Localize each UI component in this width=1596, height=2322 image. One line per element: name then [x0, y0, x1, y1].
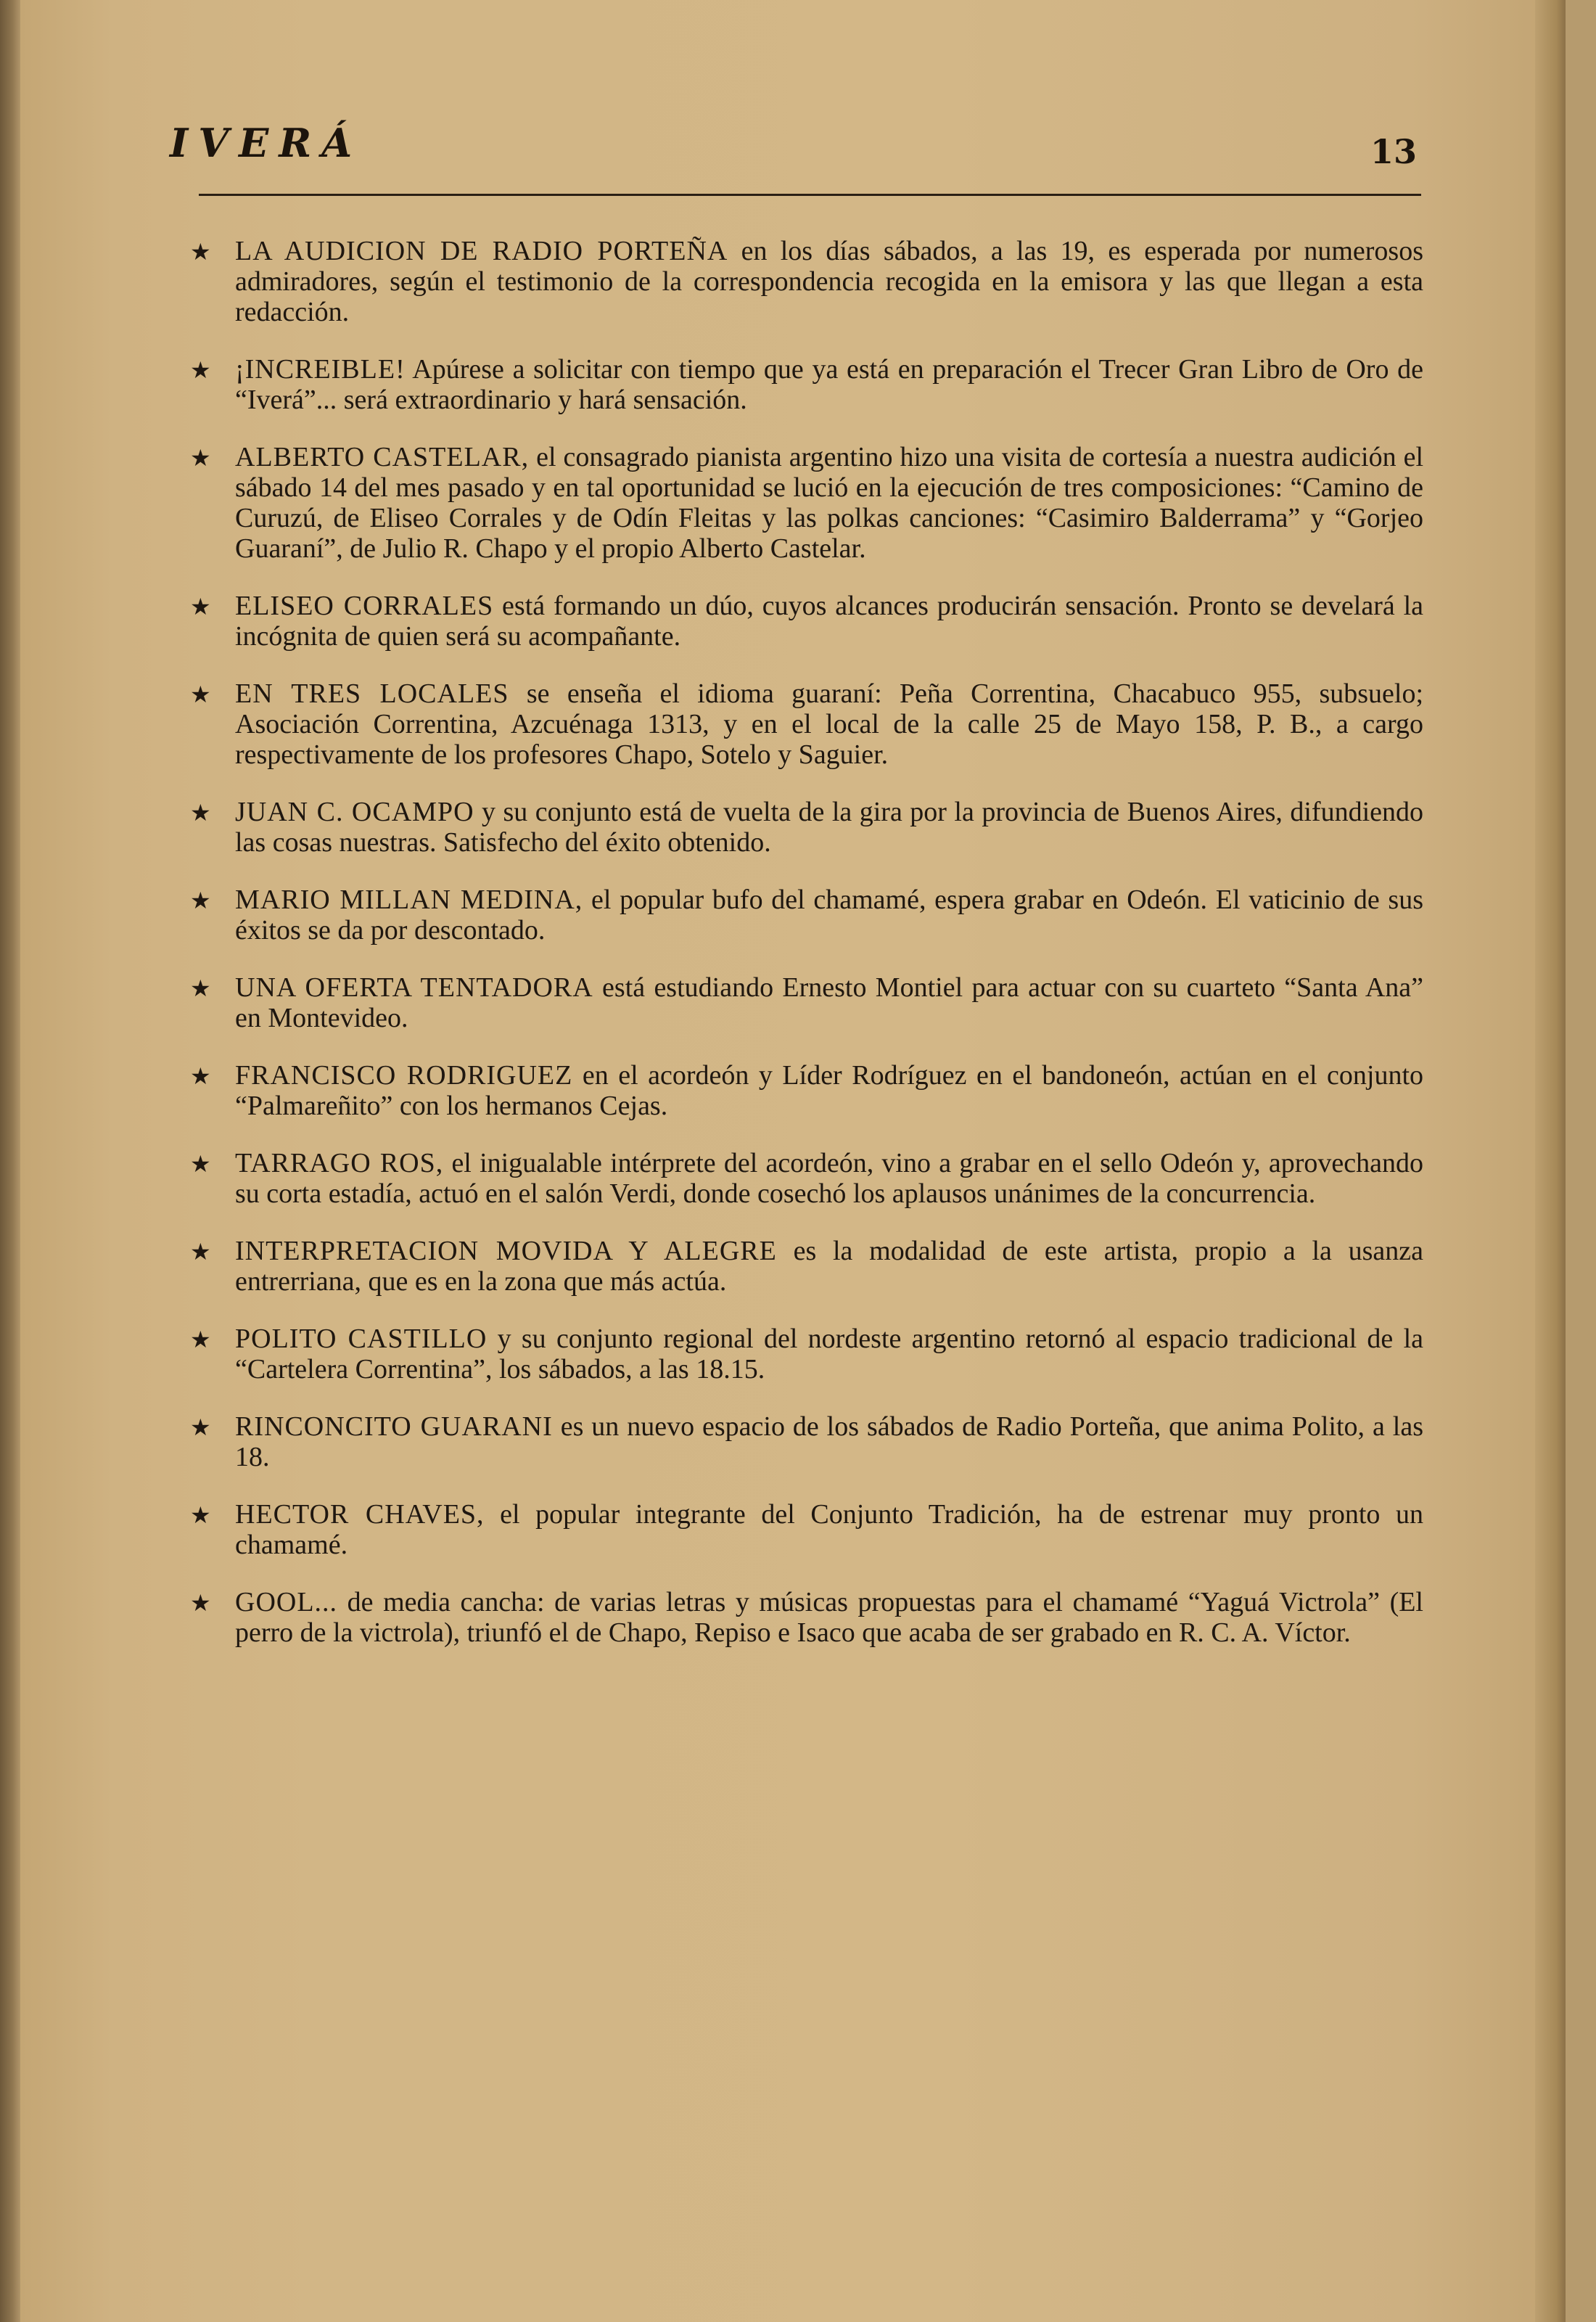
news-item-lead: HECTOR CHAVES,: [235, 1499, 485, 1530]
news-item-text: el consagrado pianista argentino hizo una visita de cortesía a nuestra audición el sábado 14 del mes pasado y en tal oportunidad se lució en la ejecución de tres composiciones: “Camino de Curuzú, de Eliseo Corrales y de Odín Fleitas y las polkas canciones: “Casimiro Balderrama” y “Gorjeo Guaraní”, de Julio R. Chapo y el propio Alberto Castelar.: [235, 442, 1424, 564]
news-item-lead: ¡INCREIBLE!: [235, 354, 406, 385]
news-item: [190, 236, 1423, 327]
news-item-text: se enseña el idioma guaraní: Peña Correntina, Chacabuco 955, subsuelo; Asociación Correntina, Azcuénaga 1313, y en el local de la calle 25 de Mayo 158, P. B., a cargo respectivamente de los profesores Chapo, Sotelo y Saguier.: [235, 678, 1424, 770]
news-item-text: es un nuevo espacio de los sábados de Radio Porteña, que anima Polito, a las 18.: [235, 1411, 1423, 1472]
news-items-list: [190, 236, 1423, 1675]
news-item-text: es la modalidad de este artista, propio a la usanza entrerriana, que es en la zona que más actúa.: [235, 1236, 1424, 1297]
news-item: [190, 591, 1423, 652]
news-item-text: en el acordeón y Líder Rodríguez en el bandoneón, actúan en el conjunto “Palmareñito” con los hermanos Cejas.: [235, 1060, 1424, 1121]
masthead-title: IVERÁ: [170, 120, 363, 166]
news-item: [190, 1148, 1423, 1209]
news-item-lead: JUAN C. OCAMPO: [235, 797, 474, 827]
star-bullet-icon: ★: [190, 239, 211, 265]
news-item: [190, 354, 1423, 415]
news-item: [190, 442, 1423, 564]
news-item-text: el popular integrante del Conjunto Tradición, ha de estrenar muy pronto un chamamé.: [235, 1499, 1424, 1560]
news-item: [190, 1411, 1423, 1472]
star-bullet-icon: ★: [190, 445, 211, 471]
star-bullet-icon: ★: [190, 1063, 211, 1089]
star-bullet-icon: ★: [190, 681, 211, 707]
news-item-lead: MARIO MILLAN MEDINA,: [235, 885, 583, 915]
news-item-lead: RINCONCITO GUARANI: [235, 1411, 553, 1442]
news-item-lead: GOOL...: [235, 1587, 338, 1617]
star-bullet-icon: ★: [190, 1502, 211, 1528]
news-item: [190, 1324, 1423, 1384]
star-bullet-icon: ★: [190, 887, 211, 914]
star-bullet-icon: ★: [190, 357, 211, 383]
star-bullet-icon: ★: [190, 1151, 211, 1177]
page-header: [155, 109, 1421, 196]
news-item-text: de media cancha: de varias letras y músicas propuestas para el chamamé “Yaguá Victrola” (El perro de la victrola), triunfó el de Chapo, Repiso e Isaco que acaba de ser grabado en R. C. A. Víctor.: [235, 1587, 1423, 1648]
news-item: [190, 1587, 1423, 1648]
star-bullet-icon: ★: [190, 800, 211, 826]
star-bullet-icon: ★: [190, 1326, 211, 1353]
page-edge: [1535, 0, 1566, 2322]
star-bullet-icon: ★: [190, 1239, 211, 1265]
news-item: [190, 797, 1423, 858]
page-number: 13: [1370, 132, 1417, 171]
news-item-text: y su conjunto regional del nordeste argentino retornó al espacio tradicional de la “Cartelera Correntina”, los sábados, a las 18.15.: [235, 1324, 1423, 1384]
news-item-lead: EN TRES LOCALES: [235, 678, 509, 709]
news-item-lead: ALBERTO CASTELAR,: [235, 442, 530, 472]
news-item-lead: TARRAGO ROS,: [235, 1148, 444, 1178]
header-rule: [199, 194, 1421, 196]
news-item-lead: LA AUDICION DE RADIO PORTEÑA: [235, 236, 728, 266]
news-item: [190, 1060, 1423, 1121]
news-item: [190, 972, 1423, 1033]
news-item-text: está estudiando Ernesto Montiel para actuar con su cuarteto “Santa Ana” en Montevideo.: [235, 972, 1423, 1033]
news-item: [190, 1499, 1423, 1560]
news-item-text: el popular bufo del chamamé, espera grabar en Odeón. El vaticinio de sus éxitos se da por descontado.: [235, 885, 1424, 945]
star-bullet-icon: ★: [190, 975, 211, 1001]
news-item-lead: FRANCISCO RODRIGUEZ: [235, 1060, 573, 1091]
news-item-lead: POLITO CASTILLO: [235, 1324, 488, 1354]
news-item-text: está formando un dúo, cuyos alcances producirán sensación. Pronto se develará la incógnita de quien será su acompañante.: [235, 591, 1423, 652]
news-item-lead: INTERPRETACION MOVIDA Y ALEGRE: [235, 1236, 777, 1266]
news-item-text: Apúrese a solicitar con tiempo que ya está en preparación el Trecer Gran Libro de Oro de “Iverá”... será extraordinario y hará sensación.: [235, 354, 1423, 415]
binding-shadow: [0, 0, 20, 2322]
news-item: [190, 1236, 1423, 1297]
news-item-lead: UNA OFERTA TENTADORA: [235, 972, 593, 1003]
star-bullet-icon: ★: [190, 1414, 211, 1440]
star-bullet-icon: ★: [190, 594, 211, 620]
news-item: [190, 678, 1423, 770]
news-item-text: el inigualable intérprete del acordeón, vino a grabar en el sello Odeón y, aprovechando su corta estadía, actuó en el salón Verdi, donde cosechó los aplausos unánimes de la concurrencia.: [235, 1148, 1423, 1209]
news-item-text: en los días sábados, a las 19, es esperada por numerosos admiradores, según el testimonio de la correspondencia recogida en la emisora y las que llegan a esta redacción.: [235, 236, 1423, 327]
news-item-lead: ELISEO CORRALES: [235, 591, 494, 621]
star-bullet-icon: ★: [190, 1590, 211, 1616]
news-item: [190, 885, 1423, 945]
news-item-text: y su conjunto está de vuelta de la gira por la provincia de Buenos Aires, difundiendo las cosas nuestras. Satisfecho del éxito obtenido.: [235, 797, 1423, 858]
